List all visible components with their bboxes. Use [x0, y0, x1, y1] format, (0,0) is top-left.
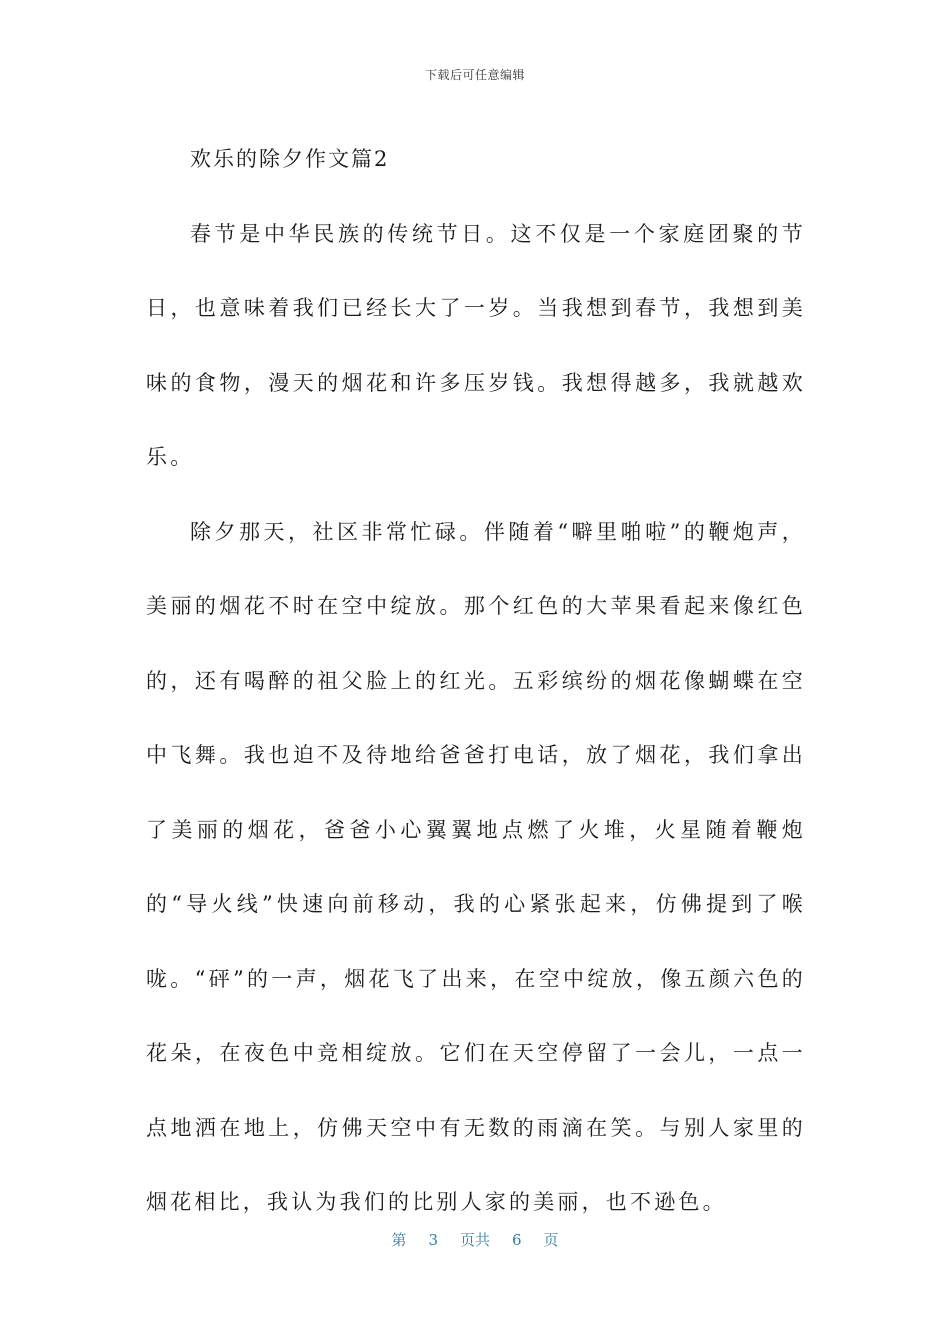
page-footer — [0, 1229, 950, 1250]
article-paragraph-2: 除夕那天，社区非常忙碌。伴随着“噼里啪啦”的鞭炮声，美丽的烟花不时在空中绽放。那个红色的大苹果看起来像红色的，还有喝醉的祖父脸上的红光。五彩缤纷的烟花像蝴蝶在空中飞舞。我也迫不及待地给爸爸打电话，放了烟花，我们拿出了美丽的烟花，爸爸小心翼翼地点燃了火堆，火星随着鞭炮的“导火线”快速向前移动，我的心紧张起来，仿佛提到了喉咙。“砰”的一声，烟花飞了出来，在空中绽放，像五颜六色的花朵，在夜色中竞相绽放。它们在天空停留了一会儿，一点一点地洒在地上，仿佛天空中有无数的雨滴在笑。与别人家里的烟花相比，我认为我们的比别人家的美丽，也不逊色。 — [146, 519, 806, 1214]
footer-prefix: 第 — [391, 1231, 407, 1249]
article-body — [146, 122, 806, 1240]
footer-current-page: 3 — [428, 1231, 438, 1249]
footer-suffix: 页 — [543, 1231, 559, 1249]
footer-middle: 页共 — [459, 1231, 490, 1249]
article-paragraph-1: 春节是中华民族的传统节日。这不仅是一个家庭团聚的节日，也意味着我们已经长大了一岁。当我想到春节，我想到美味的食物，漫天的烟花和许多压岁钱。我想得越多，我就越欢乐。 — [146, 221, 806, 469]
footer-total-pages: 6 — [512, 1231, 522, 1249]
page-header-note: 下载后可任意编辑 — [424, 68, 525, 82]
article-title: 欢乐的除夕作文篇2 — [190, 147, 390, 171]
